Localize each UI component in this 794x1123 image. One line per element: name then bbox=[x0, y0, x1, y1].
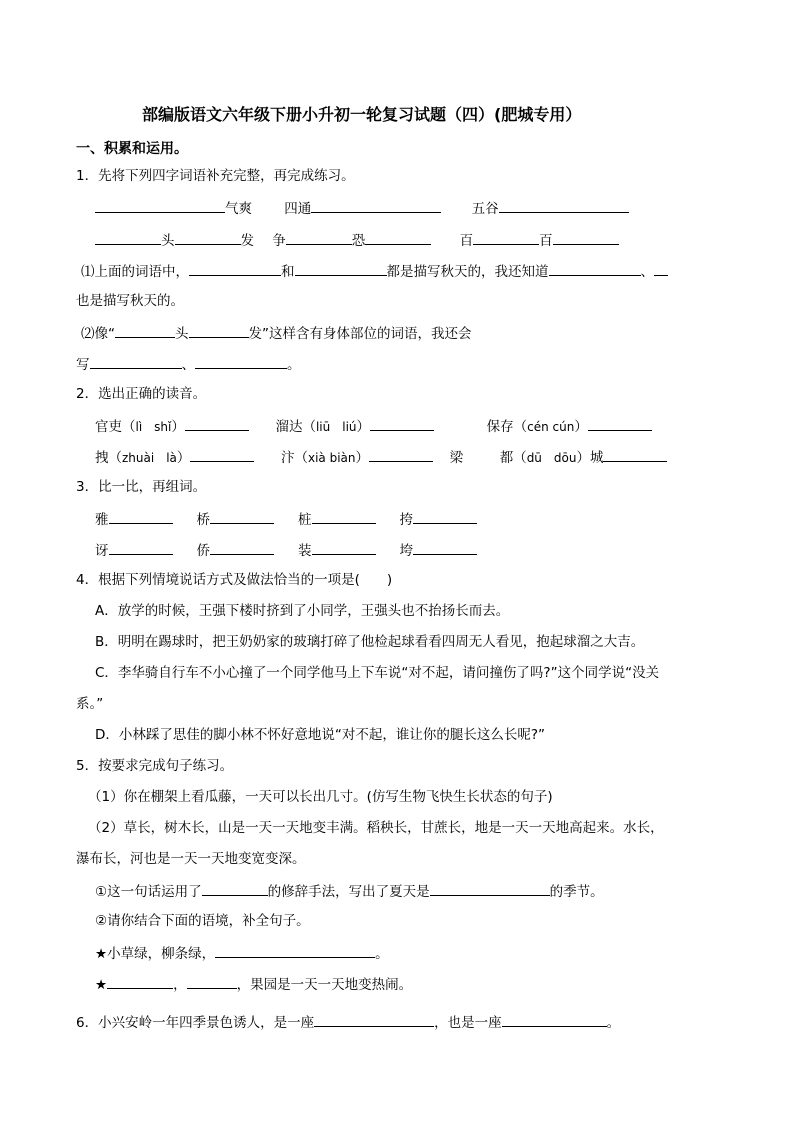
answer-blank[interactable] bbox=[295, 261, 387, 276]
q4-option-d[interactable]: D．小林踩了思佳的脚小林不怀好意地说“对不起，谁让你的腿长这么长呢?” bbox=[95, 727, 546, 743]
q5-star-1: ★小草绿，柳条绿， 。 bbox=[95, 943, 389, 963]
answer-blank[interactable] bbox=[312, 540, 376, 555]
answer-blank[interactable] bbox=[187, 974, 237, 989]
answer-blank[interactable] bbox=[175, 230, 241, 245]
answer-blank[interactable] bbox=[603, 447, 667, 462]
answer-blank[interactable] bbox=[107, 974, 173, 989]
answer-blank[interactable] bbox=[549, 261, 641, 276]
answer-blank[interactable] bbox=[312, 509, 376, 524]
answer-blank[interactable] bbox=[553, 230, 619, 245]
q1-word-row-2 bbox=[95, 230, 619, 250]
answer-blank[interactable] bbox=[314, 1012, 434, 1027]
word-part: 争 bbox=[272, 233, 286, 249]
answer-blank[interactable] bbox=[210, 540, 274, 555]
answer-blank[interactable] bbox=[109, 540, 173, 555]
word-part: 百 bbox=[539, 233, 553, 249]
q3-row-2: 讶 侨 装 垮 bbox=[95, 540, 477, 560]
answer-blank[interactable] bbox=[90, 354, 182, 369]
answer-blank[interactable] bbox=[189, 323, 249, 338]
answer-blank[interactable] bbox=[190, 447, 254, 462]
q5-star-2: ★ ， ，果园是一天一天地变热闹。 bbox=[95, 974, 412, 994]
answer-blank[interactable] bbox=[286, 230, 352, 245]
word-part: 气爽 bbox=[225, 201, 252, 217]
answer-blank[interactable] bbox=[185, 416, 249, 431]
q1-word-row-1 bbox=[95, 198, 629, 218]
q3-stem: 3．比一比，再组词。 bbox=[76, 479, 207, 495]
word-part: 五谷 bbox=[471, 201, 499, 217]
pinyin-item: 官吏（lì shǐ） bbox=[95, 416, 249, 436]
q2-row-2 bbox=[95, 447, 667, 467]
q4-option-c-cont: 系。” bbox=[76, 696, 104, 712]
pinyin-item: 汴（xià biàn） bbox=[281, 447, 433, 467]
answer-blank[interactable] bbox=[499, 198, 629, 213]
q5-subquestion-1: ①这一句话运用了 的修辞手法，写出了夏天是 的季节。 bbox=[95, 881, 604, 901]
q5-stem: 5．按要求完成句子练习。 bbox=[76, 758, 234, 774]
answer-blank[interactable] bbox=[95, 198, 225, 213]
word-part: 恐 bbox=[351, 233, 366, 249]
answer-blank[interactable] bbox=[370, 416, 434, 431]
answer-blank[interactable] bbox=[430, 881, 550, 896]
answer-blank[interactable] bbox=[473, 230, 539, 245]
q1-subquestion-2-cont: 写 、 。 bbox=[76, 354, 301, 374]
q3-row-1: 雅 桥 桩 挎 bbox=[95, 509, 477, 529]
answer-blank[interactable] bbox=[189, 261, 281, 276]
q5-sentence-1: （1）你在棚架上看瓜藤，一天可以长出几寸。(仿写生物飞快生长状态的句子) bbox=[88, 789, 553, 805]
section-heading: 一、积累和运用。 bbox=[76, 141, 188, 157]
q2-row-1 bbox=[95, 416, 652, 436]
page-title: 部编版语文六年级下册小升初一轮复习试题（四）(肥城专用） bbox=[142, 105, 582, 124]
q1-stem: 1．先将下列四字词语补充完整，再完成练习。 bbox=[76, 168, 355, 184]
answer-blank[interactable] bbox=[210, 509, 274, 524]
answer-blank[interactable] bbox=[95, 230, 161, 245]
pinyin-item: 溜达（liū liú） bbox=[275, 416, 434, 436]
answer-blank[interactable] bbox=[215, 943, 375, 958]
answer-blank[interactable] bbox=[502, 1012, 607, 1027]
answer-blank[interactable] bbox=[202, 881, 268, 896]
pinyin-item: 保存（cén cún） bbox=[487, 416, 652, 436]
q1-subquestion-1: ⑴上面的词语中， 和 都是描写秋天的，我还知道 、 bbox=[81, 261, 668, 281]
answer-blank[interactable] bbox=[311, 198, 441, 213]
q4-stem: 4．根据下列情境说话方式及做法恰当的一项是( ) bbox=[76, 572, 393, 588]
word-part: 百 bbox=[459, 233, 474, 249]
q5-sentence-2: （2）草长，树木长，山是一天一天地变丰满。稻秧长，甘蔗长，地是一天一天地高起来。水长， bbox=[88, 820, 664, 836]
answer-blank[interactable] bbox=[109, 509, 173, 524]
q4-option-a[interactable]: A．放学的时候，王强下楼时挤到了小同学，王强头也不抬扬长而去。 bbox=[95, 603, 510, 619]
answer-blank[interactable] bbox=[413, 509, 477, 524]
q4-option-b[interactable]: B．明明在踢球时，把王奶奶家的玻璃打碎了他检起球看看四周无人看见，抱起球溜之大吉。 bbox=[95, 634, 645, 650]
word-part: 发 bbox=[240, 233, 254, 249]
word-part: 四通 bbox=[284, 201, 312, 217]
word-part: 头 bbox=[161, 233, 175, 249]
answer-blank[interactable] bbox=[588, 416, 652, 431]
q6-stem: 6．小兴安岭一年四季景色诱人，是一座 ，也是一座 。 bbox=[76, 1012, 620, 1032]
pinyin-item: 梁 bbox=[449, 450, 464, 466]
answer-blank[interactable] bbox=[195, 354, 287, 369]
pinyin-item: 拽（zhuài là） bbox=[95, 447, 254, 467]
answer-blank[interactable] bbox=[365, 230, 431, 245]
answer-blank[interactable] bbox=[369, 447, 433, 462]
pinyin-item: 都（dū dōu）城 bbox=[500, 447, 668, 467]
answer-blank[interactable] bbox=[413, 540, 477, 555]
q1-subquestion-2: ⑵像“ 头 发”这样含有身体部位的词语，我还会 bbox=[81, 323, 472, 343]
q1-subquestion-1-cont: 也是描写秋天的。 bbox=[76, 293, 184, 309]
q5-sentence-2-cont: 瀑布长，河也是一天一天地变宽变深。 bbox=[76, 851, 306, 867]
answer-blank[interactable] bbox=[115, 323, 175, 338]
q5-subquestion-2: ②请你结合下面的语境，补全句子。 bbox=[95, 913, 310, 929]
q2-stem: 2．选出正确的读音。 bbox=[76, 386, 207, 402]
q4-option-c[interactable]: C．李华骑自行车不小心撞了一个同学他马上下车说“对不起，请问撞伤了吗?”这个同学说“没关 bbox=[95, 665, 660, 681]
answer-blank[interactable] bbox=[654, 261, 668, 276]
